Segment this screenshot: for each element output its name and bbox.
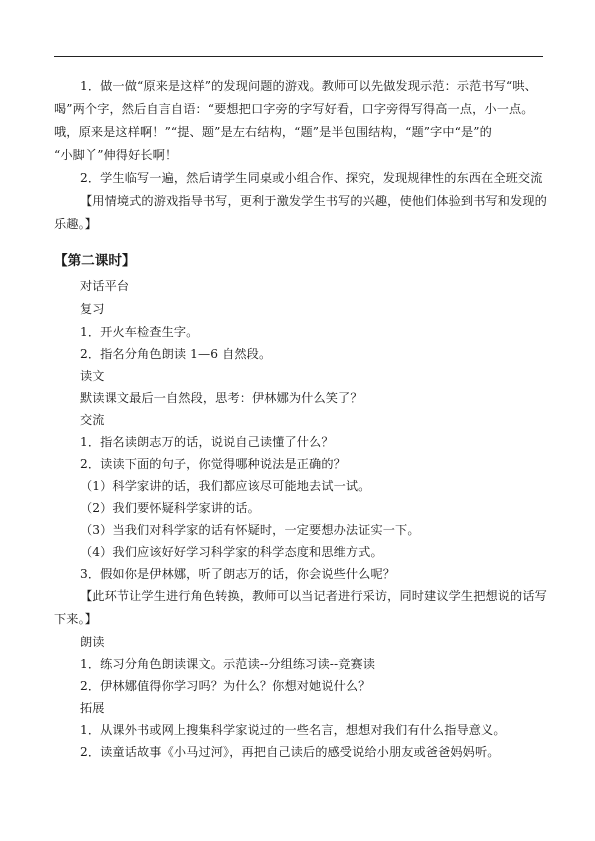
subheading-read-text: 读文 <box>80 369 105 383</box>
option-2: （2）我们要怀疑科学家讲的话。 <box>80 501 260 515</box>
option-4: （4）我们应该好好学习科学家的科学态度和思维方式。 <box>80 545 383 559</box>
header-rule <box>54 56 543 57</box>
paragraph-1-line-3: 哦，原来是这样啊！”“提、题”是左右结构，“题”是半包围结构，“题”字中“是”的 <box>54 125 492 139</box>
subheading-read-aloud: 朗读 <box>80 635 105 649</box>
exchange-item-3: 3．假如你是伊林娜，听了朗志万的话，你会说些什么呢？ <box>80 567 396 581</box>
paragraph-1-line-4: “小脚丫”伸得好长啊！ <box>54 148 178 162</box>
option-1: （1）科学家讲的话，我们都应该尽可能地去试一试。 <box>80 479 371 493</box>
review-item-2: 2．指名分角色朗读 1—6 自然段。 <box>80 347 272 361</box>
extension-item-1: 1．从课外书或网上搜集科学家说过的一些名言，想想对我们有什么指导意义。 <box>80 723 506 737</box>
subheading-extension: 拓展 <box>80 701 105 715</box>
option-3: （3）当我们对科学家的话有怀疑时，一定要想办法证实一下。 <box>80 523 420 537</box>
exchange-item-2: 2．读读下面的句子，你觉得哪种说法是正确的？ <box>80 457 346 471</box>
note-2-line-2: 下来。】 <box>54 612 98 626</box>
subheading-exchange: 交流 <box>80 413 105 427</box>
subheading-dialogue-platform: 对话平台 <box>80 279 130 293</box>
read-aloud-item-1: 1．练习分角色朗读课文。示范读--分组练习读--竞赛读 <box>80 657 376 671</box>
paragraph-1-line-2: 喝”两个字，然后自言自语：“要想把口字旁的字写好看，口字旁得写得高一点，小一点。 <box>54 102 534 116</box>
subheading-review: 复习 <box>80 302 105 316</box>
paragraph-1-line-1: 1．做一做“原来是这样”的发现问题的游戏。教师可以先做发现示范：示范书写“哄、 <box>80 79 537 93</box>
extension-item-2: 2．读童话故事《小马过河》，再把自己读后的感受说给小朋友或爸爸妈妈听。 <box>80 745 500 759</box>
note-1-line-2: 乐趣。】 <box>54 217 98 231</box>
review-item-1: 1．开火车检查生字。 <box>80 325 199 339</box>
note-2-line-1: 【此环节让学生进行角色转换，教师可以当记者进行采访，同时建议学生把想说的话写 <box>80 589 547 603</box>
exchange-item-1: 1．指名读朗志万的话，说说自己读懂了什么？ <box>80 435 334 449</box>
read-aloud-item-2: 2．伊林娜值得你学习吗？为什么？你想对她说什么？ <box>80 679 371 693</box>
read-text-item: 默读课文最后一自然段，思考：伊林娜为什么笑了？ <box>80 391 363 405</box>
note-1-line-1: 【用情境式的游戏指导书写，更利于激发学生书写的兴趣，使他们体验到书写和发现的 <box>80 194 547 208</box>
section-title: 【第二课时】 <box>54 253 136 269</box>
paragraph-2: 2．学生临写一遍，然后请学生同桌或小组合作、探究，发现规律性的东西在全班交流 <box>80 171 543 185</box>
